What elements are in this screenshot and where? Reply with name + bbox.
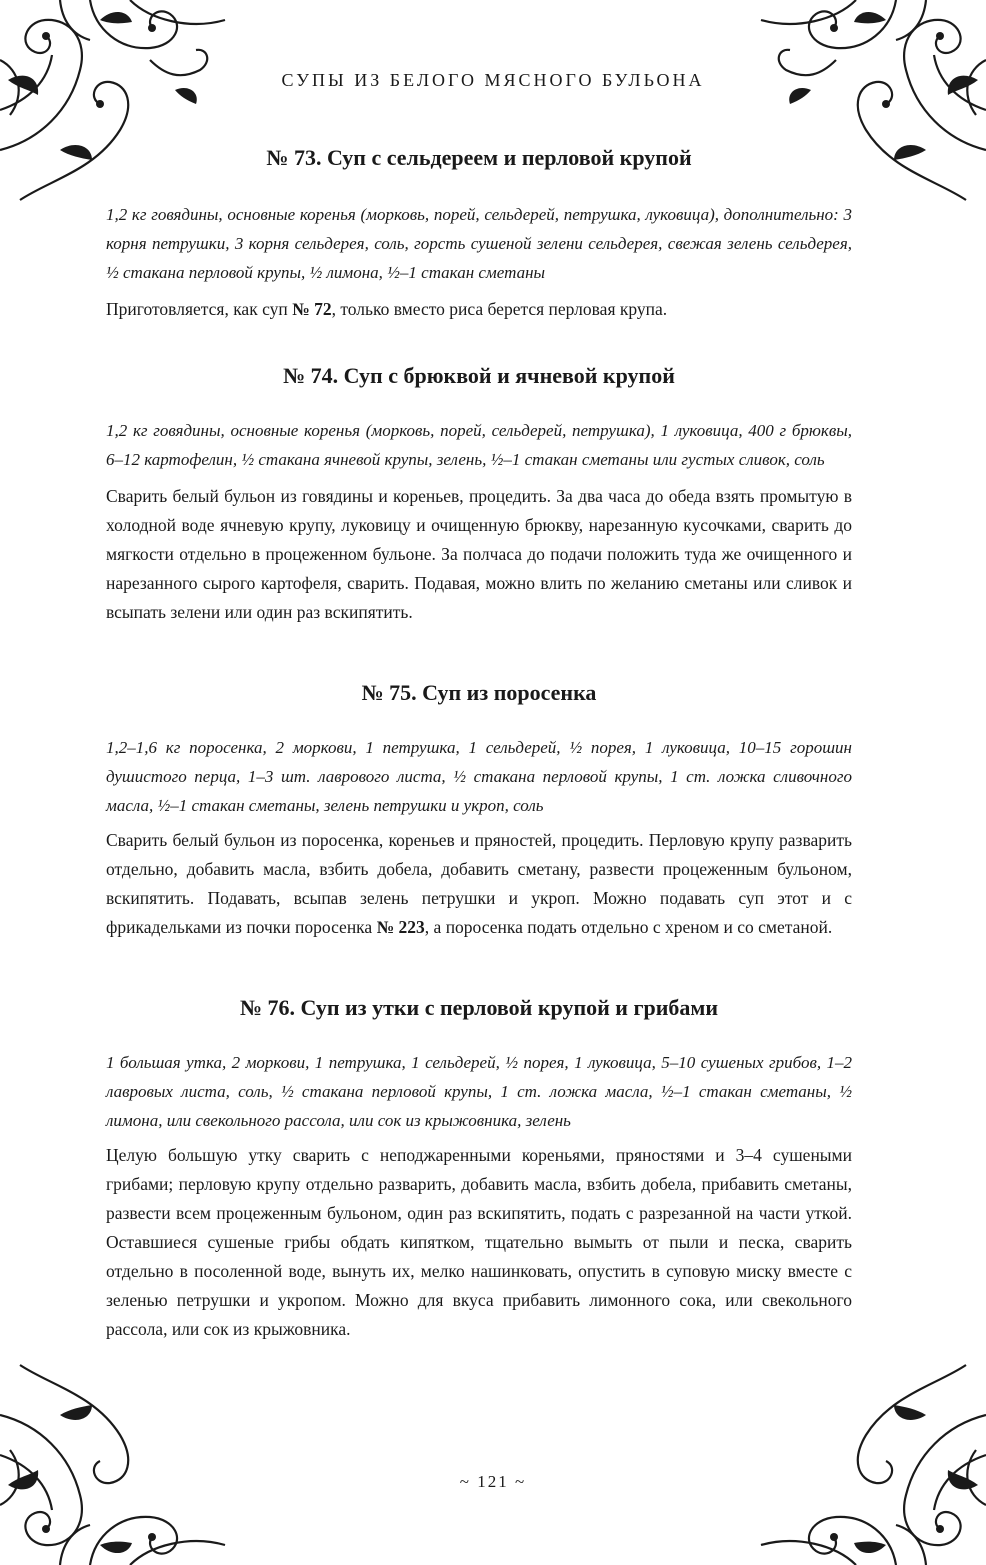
method-text: , а поросенка подать отдельно с хреном и со сметаной. <box>424 917 833 937</box>
recipe-73 <box>106 142 852 324</box>
recipe-ingredients: 1 большая утка, 2 моркови, 1 петрушка, 1 сельдерей, ½ порея, 1 луковица, 5–10 сушеных грибов, 1–2 лавровых листа, соль, ½ стакана перловой крупы, 1 ст. ложка масла, ½–1 стакан сметаны, ½ лимона, или свекольного рассола, или сок из крыжовника, зелень <box>106 1053 852 1130</box>
corner-ornament-bottom-right <box>756 1335 986 1565</box>
recipe-title: № 75. Суп из поросенка <box>361 680 597 705</box>
corner-ornament-bottom-left <box>0 1335 230 1565</box>
recipe-75 <box>106 677 852 942</box>
method-text: Сварить белый бульон из поросенка, кореньев и пряностей, процедить. Перловую крупу разварить отдельно, добавить масла, взбить добела, добавить сметану, развести процеженным бульоном, вскипятить. Подавать, всыпав зелень петрушки и укроп. Можно подавать суп этот и с фрикадельками из почки поросенка <box>106 830 852 937</box>
recipe-method: Сварить белый бульон из говядины и кореньев, процедить. За два часа до обеда взять промытую в холодной воде ячневую крупу, луковицу и очищенную брюкву, нарезанную кусочками, сварить до мягкости отдельно в процеженном бульоне. За полчаса до подачи положить туда же очищенного и нарезанного сырого картофеля, сварить. Подавая, можно влить по желанию сметаны или сливок и всыпать зелени или один раз вскипятить. <box>106 486 852 622</box>
recipe-method <box>106 826 852 942</box>
recipe-76 <box>106 992 852 1344</box>
recipe-reference: № 223 <box>376 917 425 937</box>
recipe-ingredients: 1,2 кг говядины, основные коренья (морковь, порей, сельдерей, петрушка, луковица), дополнительно: 3 корня петрушки, 3 корня сельдерея, соль, горсть сушеной зелени сельдерея, свежая зелень сельдерея, ½ стакана перловой крупы, ½ лимона, ½–1 стакан сметаны <box>106 205 852 282</box>
recipe-ingredients: 1,2 кг говядины, основные коренья (морковь, порей, сельдерей, петрушка), 1 луковица, 400 г брюквы, 6–12 картофелин, ½ стакана ячневой крупы, зелень, ½–1 стакан сметаны или густых сливок, соль <box>106 421 852 469</box>
method-text: , только вместо риса берется перловая крупа. <box>331 299 668 319</box>
recipe-74 <box>106 360 852 627</box>
recipe-method: Целую большую утку сварить с неподжаренными кореньями, пряностями и 3–4 сушеными грибами; перловую крупу отдельно разварить, добавить масла, взбить добела, прибавить сметаны, развести всем процеженным бульоном, один раз вскипятить, подать с разрезанной на части уткой. Оставшиеся сушеные грибы обдать кипятком, тщательно вымыть от пыли и песка, сварить отдельно в посоленной воде, вынуть их, мелко нашинковать, опустить в суповую миску вместе с зеленью петрушки и укропом. Можно для вкуса прибавить лимонного сока, или свекольного рассола, или сок из крыжовника. <box>106 1145 852 1339</box>
recipe-title: № 76. Суп из утки с перловой крупой и грибами <box>239 995 719 1020</box>
recipe-ingredients: 1,2–1,6 кг поросенка, 2 моркови, 1 петрушка, 1 сельдерей, ½ порея, 1 луковица, 10–15 горошин душистого перца, 1–3 шт. лаврового листа, ½ стакана перловой крупы, 1 ст. ложка сливочного масла, ½–1 стакан сметаны, зелень петрушки и укроп, соль <box>106 738 852 815</box>
recipe-title: № 73. Суп с сельдереем и перловой крупой <box>266 145 692 170</box>
floral-flourish-icon <box>756 1335 986 1565</box>
running-head: СУПЫ ИЗ БЕЛОГО МЯСНОГО БУЛЬОНА <box>281 70 705 90</box>
recipe-reference: № 72 <box>292 299 332 319</box>
method-text: Приготовляется, как суп <box>106 299 293 319</box>
recipe-title: № 74. Суп с брюквой и ячневой крупой <box>283 363 675 388</box>
recipe-method <box>106 295 852 324</box>
page-number: ~ 121 ~ <box>459 1472 527 1491</box>
page-content <box>106 140 852 1344</box>
floral-flourish-icon <box>0 1335 230 1565</box>
